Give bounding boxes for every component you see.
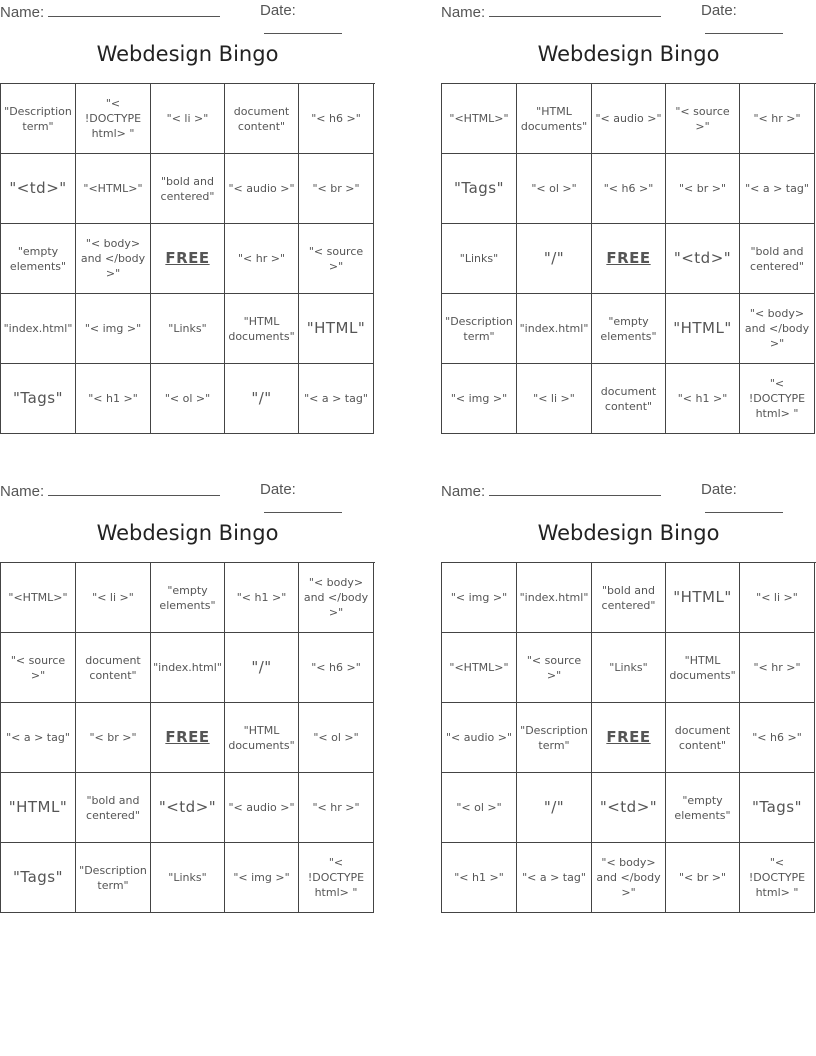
card-header <box>441 479 816 499</box>
date-label: Date: <box>701 2 737 19</box>
bingo-cell: "Links" <box>151 294 225 364</box>
name-field <box>0 481 220 500</box>
bingo-cell: "<td>" <box>1 154 76 224</box>
bingo-cell: "bold and centered" <box>592 563 666 633</box>
name-blank-line <box>489 481 661 496</box>
bingo-cell: "< li >" <box>151 84 225 154</box>
bingo-cell: "index.html" <box>1 294 76 364</box>
bingo-cell: "< ol >" <box>299 703 374 773</box>
name-field <box>0 2 220 21</box>
bingo-grid <box>0 562 375 913</box>
bingo-cell: "< li >" <box>517 364 592 434</box>
bingo-cell: "< audio >" <box>592 84 666 154</box>
bingo-cell: "HTML" <box>1 773 76 843</box>
date-field <box>260 481 375 517</box>
name-label: Name: <box>0 483 45 500</box>
date-label: Date: <box>260 481 296 498</box>
bingo-cell: "< h6 >" <box>592 154 666 224</box>
name-blank-line <box>48 2 220 17</box>
bingo-cell: "bold and centered" <box>740 224 815 294</box>
bingo-cell: "< h1 >" <box>442 843 517 913</box>
date-blank-line <box>705 19 783 34</box>
card-title: Webdesign Bingo <box>537 521 720 545</box>
bingo-cell: "HTML" <box>299 294 374 364</box>
bingo-cell: "< h1 >" <box>666 364 740 434</box>
bingo-card-1 <box>0 0 375 435</box>
bingo-cell: "<HTML>" <box>442 633 517 703</box>
bingo-cell: "< hr >" <box>740 84 815 154</box>
card-title: Webdesign Bingo <box>537 42 720 66</box>
bingo-cell: "< !DOCTYPE html> " <box>740 843 815 913</box>
date-field <box>701 481 816 517</box>
free-space-cell: FREE <box>592 224 666 294</box>
bingo-cell: "Links" <box>442 224 517 294</box>
card-title: Webdesign Bingo <box>96 42 279 66</box>
bingo-cell: "Tags" <box>740 773 815 843</box>
bingo-cell: "Links" <box>592 633 666 703</box>
bingo-cell: "Tags" <box>1 364 76 434</box>
bingo-cell: "Description term" <box>517 703 592 773</box>
bingo-cell: "HTML" <box>666 563 740 633</box>
bingo-cell: "HTML documents" <box>517 84 592 154</box>
free-space-cell: FREE <box>151 703 225 773</box>
card-header <box>0 0 375 20</box>
bingo-cell: "/" <box>517 773 592 843</box>
date-blank-line <box>264 19 342 34</box>
card-title: Webdesign Bingo <box>96 521 279 545</box>
bingo-cell: "<HTML>" <box>76 154 151 224</box>
bingo-cell: document content" <box>225 84 299 154</box>
free-space-cell: FREE <box>592 703 666 773</box>
bingo-cell: "< body> and </body >" <box>299 563 374 633</box>
bingo-cell: "<td>" <box>151 773 225 843</box>
name-field <box>441 481 661 500</box>
date-field <box>701 2 816 38</box>
bingo-cell: "HTML documents" <box>225 294 299 364</box>
bingo-cell: "< body> and </body >" <box>76 224 151 294</box>
bingo-cell: document content" <box>76 633 151 703</box>
bingo-cell: "< h6 >" <box>299 633 374 703</box>
bingo-cell: "< br >" <box>299 154 374 224</box>
bingo-cell: "<td>" <box>592 773 666 843</box>
bingo-cell: "< !DOCTYPE html> " <box>299 843 374 913</box>
bingo-cell: "empty elements" <box>666 773 740 843</box>
bingo-cell: "< h6 >" <box>299 84 374 154</box>
bingo-cell: "< ol >" <box>442 773 517 843</box>
bingo-cell: "<HTML>" <box>1 563 76 633</box>
bingo-cell: "HTML documents" <box>225 703 299 773</box>
bingo-cell: "< img >" <box>225 843 299 913</box>
bingo-card-2 <box>441 0 816 435</box>
bingo-cell: "< source >" <box>299 224 374 294</box>
bingo-cell: "< hr >" <box>299 773 374 843</box>
bingo-cell: "< img >" <box>442 364 517 434</box>
bingo-cell: "< br >" <box>666 843 740 913</box>
bingo-cell: "< !DOCTYPE html> " <box>740 364 815 434</box>
name-blank-line <box>489 2 661 17</box>
date-label: Date: <box>701 481 737 498</box>
bingo-cell: document content" <box>592 364 666 434</box>
bingo-cell: "< audio >" <box>225 773 299 843</box>
bingo-cell: "< hr >" <box>740 633 815 703</box>
bingo-cell: "index.html" <box>517 563 592 633</box>
bingo-cell: "Description term" <box>442 294 517 364</box>
bingo-cell: "< audio >" <box>225 154 299 224</box>
bingo-cell: "< a > tag" <box>740 154 815 224</box>
bingo-cell: "empty elements" <box>1 224 76 294</box>
bingo-cell: "< source >" <box>666 84 740 154</box>
bingo-cell: "Tags" <box>442 154 517 224</box>
bingo-cell: "bold and centered" <box>151 154 225 224</box>
bingo-cell: "/" <box>225 633 299 703</box>
bingo-cell: "< source >" <box>517 633 592 703</box>
name-blank-line <box>48 481 220 496</box>
bingo-cell: "< a > tag" <box>517 843 592 913</box>
bingo-cell: "< hr >" <box>225 224 299 294</box>
name-label: Name: <box>441 4 486 21</box>
date-field <box>260 2 375 38</box>
bingo-cell: "< body> and </body >" <box>592 843 666 913</box>
bingo-cell: "< h1 >" <box>225 563 299 633</box>
bingo-cell: "Description term" <box>76 843 151 913</box>
bingo-cell: "< li >" <box>76 563 151 633</box>
bingo-cell: "< img >" <box>442 563 517 633</box>
bingo-cell: "empty elements" <box>151 563 225 633</box>
card-header <box>0 479 375 499</box>
bingo-cell: "< h6 >" <box>740 703 815 773</box>
card-header <box>441 0 816 20</box>
date-label: Date: <box>260 2 296 19</box>
bingo-cell: "< a > tag" <box>1 703 76 773</box>
bingo-cell: "< li >" <box>740 563 815 633</box>
bingo-cell: "empty elements" <box>592 294 666 364</box>
name-label: Name: <box>0 4 45 21</box>
bingo-cell: "< br >" <box>76 703 151 773</box>
bingo-cell: "HTML" <box>666 294 740 364</box>
bingo-card-3 <box>0 479 375 914</box>
free-space-cell: FREE <box>151 224 225 294</box>
bingo-grid <box>441 562 816 913</box>
bingo-cell: "HTML documents" <box>666 633 740 703</box>
date-blank-line <box>705 498 783 513</box>
bingo-cell: "/" <box>225 364 299 434</box>
bingo-cell: "< source >" <box>1 633 76 703</box>
bingo-cell: "<HTML>" <box>442 84 517 154</box>
bingo-cell: "Links" <box>151 843 225 913</box>
bingo-cell: document content" <box>666 703 740 773</box>
name-field <box>441 2 661 21</box>
bingo-cell: "< br >" <box>666 154 740 224</box>
bingo-cell: "index.html" <box>151 633 225 703</box>
bingo-cell: "< h1 >" <box>76 364 151 434</box>
bingo-cell: "Description term" <box>1 84 76 154</box>
bingo-cell: "<td>" <box>666 224 740 294</box>
name-label: Name: <box>441 483 486 500</box>
bingo-cell: "Tags" <box>1 843 76 913</box>
date-blank-line <box>264 498 342 513</box>
bingo-cell: "< body> and </body >" <box>740 294 815 364</box>
bingo-cell: "/" <box>517 224 592 294</box>
bingo-cell: "bold and centered" <box>76 773 151 843</box>
bingo-cell: "< audio >" <box>442 703 517 773</box>
bingo-cell: "< ol >" <box>151 364 225 434</box>
bingo-grid <box>0 83 375 434</box>
bingo-grid <box>441 83 816 434</box>
bingo-cell: "index.html" <box>517 294 592 364</box>
bingo-cell: "< ol >" <box>517 154 592 224</box>
bingo-cell: "< img >" <box>76 294 151 364</box>
bingo-cell: "< !DOCTYPE html> " <box>76 84 151 154</box>
bingo-cell: "< a > tag" <box>299 364 374 434</box>
bingo-card-4 <box>441 479 816 914</box>
